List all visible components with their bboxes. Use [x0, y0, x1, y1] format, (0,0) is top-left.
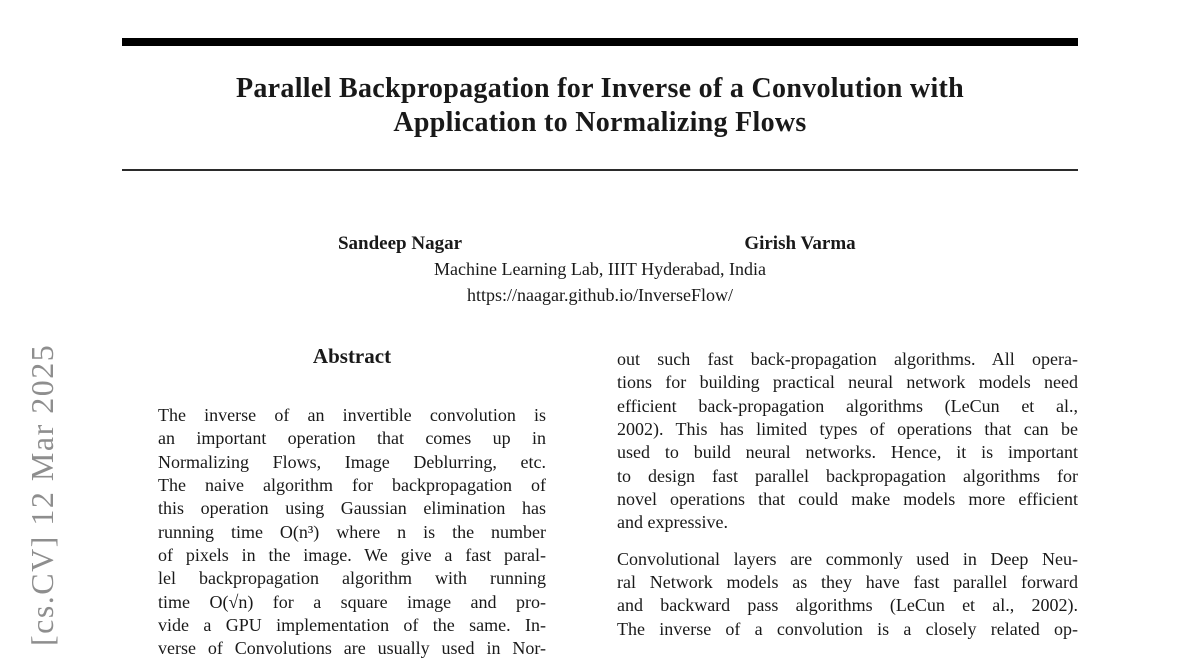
project-url-line	[122, 285, 1078, 306]
paper-title-line-1: Parallel Backpropagation for Inverse of a Convolution with	[235, 73, 965, 104]
text-line: an important operation that comes up in	[158, 428, 546, 449]
text-line: 2002). This has limited types of operations that can be	[617, 418, 1078, 439]
text-line: lel backpropagation algorithm with running	[158, 568, 546, 589]
text-line: running time O(n³) where n is the number	[158, 521, 546, 542]
text-line: and backward pass algorithms (LeCun et al., 2002).	[617, 595, 1078, 616]
text-line: novel operations that could make models more efficient	[617, 488, 1078, 509]
text-line: used to build neural networks. Hence, it is important	[617, 442, 1078, 463]
abstract-heading: Abstract	[312, 344, 392, 368]
abstract-body	[158, 404, 546, 661]
author-name-2: Girish Varma	[744, 233, 856, 254]
text-line: Normalizing Flows, Image Deblurring, etc.	[158, 451, 546, 472]
text-line: tions for building practical neural network models need	[617, 372, 1078, 393]
paper-title	[122, 72, 1078, 140]
text-line: The inverse of an invertible convolution is	[158, 405, 546, 425]
right-column	[617, 348, 1078, 641]
text-line: Convolutional layers are commonly used in Deep Neu-	[617, 548, 1078, 569]
text-line: The inverse of a convolution is a closely related op-	[617, 618, 1078, 639]
arxiv-watermark: [cs.CV] 12 Mar 2025	[24, 343, 60, 646]
text-line: The naive algorithm for backpropagation of	[158, 474, 546, 495]
text-line: ral Network models as they have fast parallel forward	[617, 571, 1078, 592]
text-line: efficient back-propagation algorithms (LeCun et al.,	[617, 395, 1078, 416]
paragraph	[617, 548, 1078, 641]
top-black-bar	[122, 38, 1078, 46]
text-line: verse of Convolutions are usually used in Nor-	[158, 638, 546, 659]
author-name-1: Sandeep Nagar	[337, 233, 463, 254]
text-line: vide a GPU implementation of the same. In-	[158, 614, 546, 635]
paper-title-line-2: Application to Normalizing Flows	[393, 107, 807, 138]
text-line: to design fast parallel backpropagation algorithms for	[617, 465, 1078, 486]
authors-row	[122, 233, 1078, 259]
affiliation: Machine Learning Lab, IIIT Hyderabad, India	[433, 259, 767, 279]
project-url[interactable]: https://naagar.github.io/InverseFlow/	[467, 285, 733, 305]
text-line: out such fast back-propagation algorithms. All opera-	[617, 349, 1078, 369]
text-line: time O(√n) for a square image and pro-	[158, 591, 546, 612]
title-separator-rule	[122, 169, 1078, 171]
text-line: this operation using Gaussian elimination has	[158, 498, 546, 519]
text-line: and expressive.	[617, 512, 728, 533]
text-line: of pixels in the image. We give a fast paral-	[158, 544, 546, 565]
paragraph	[617, 348, 1078, 535]
